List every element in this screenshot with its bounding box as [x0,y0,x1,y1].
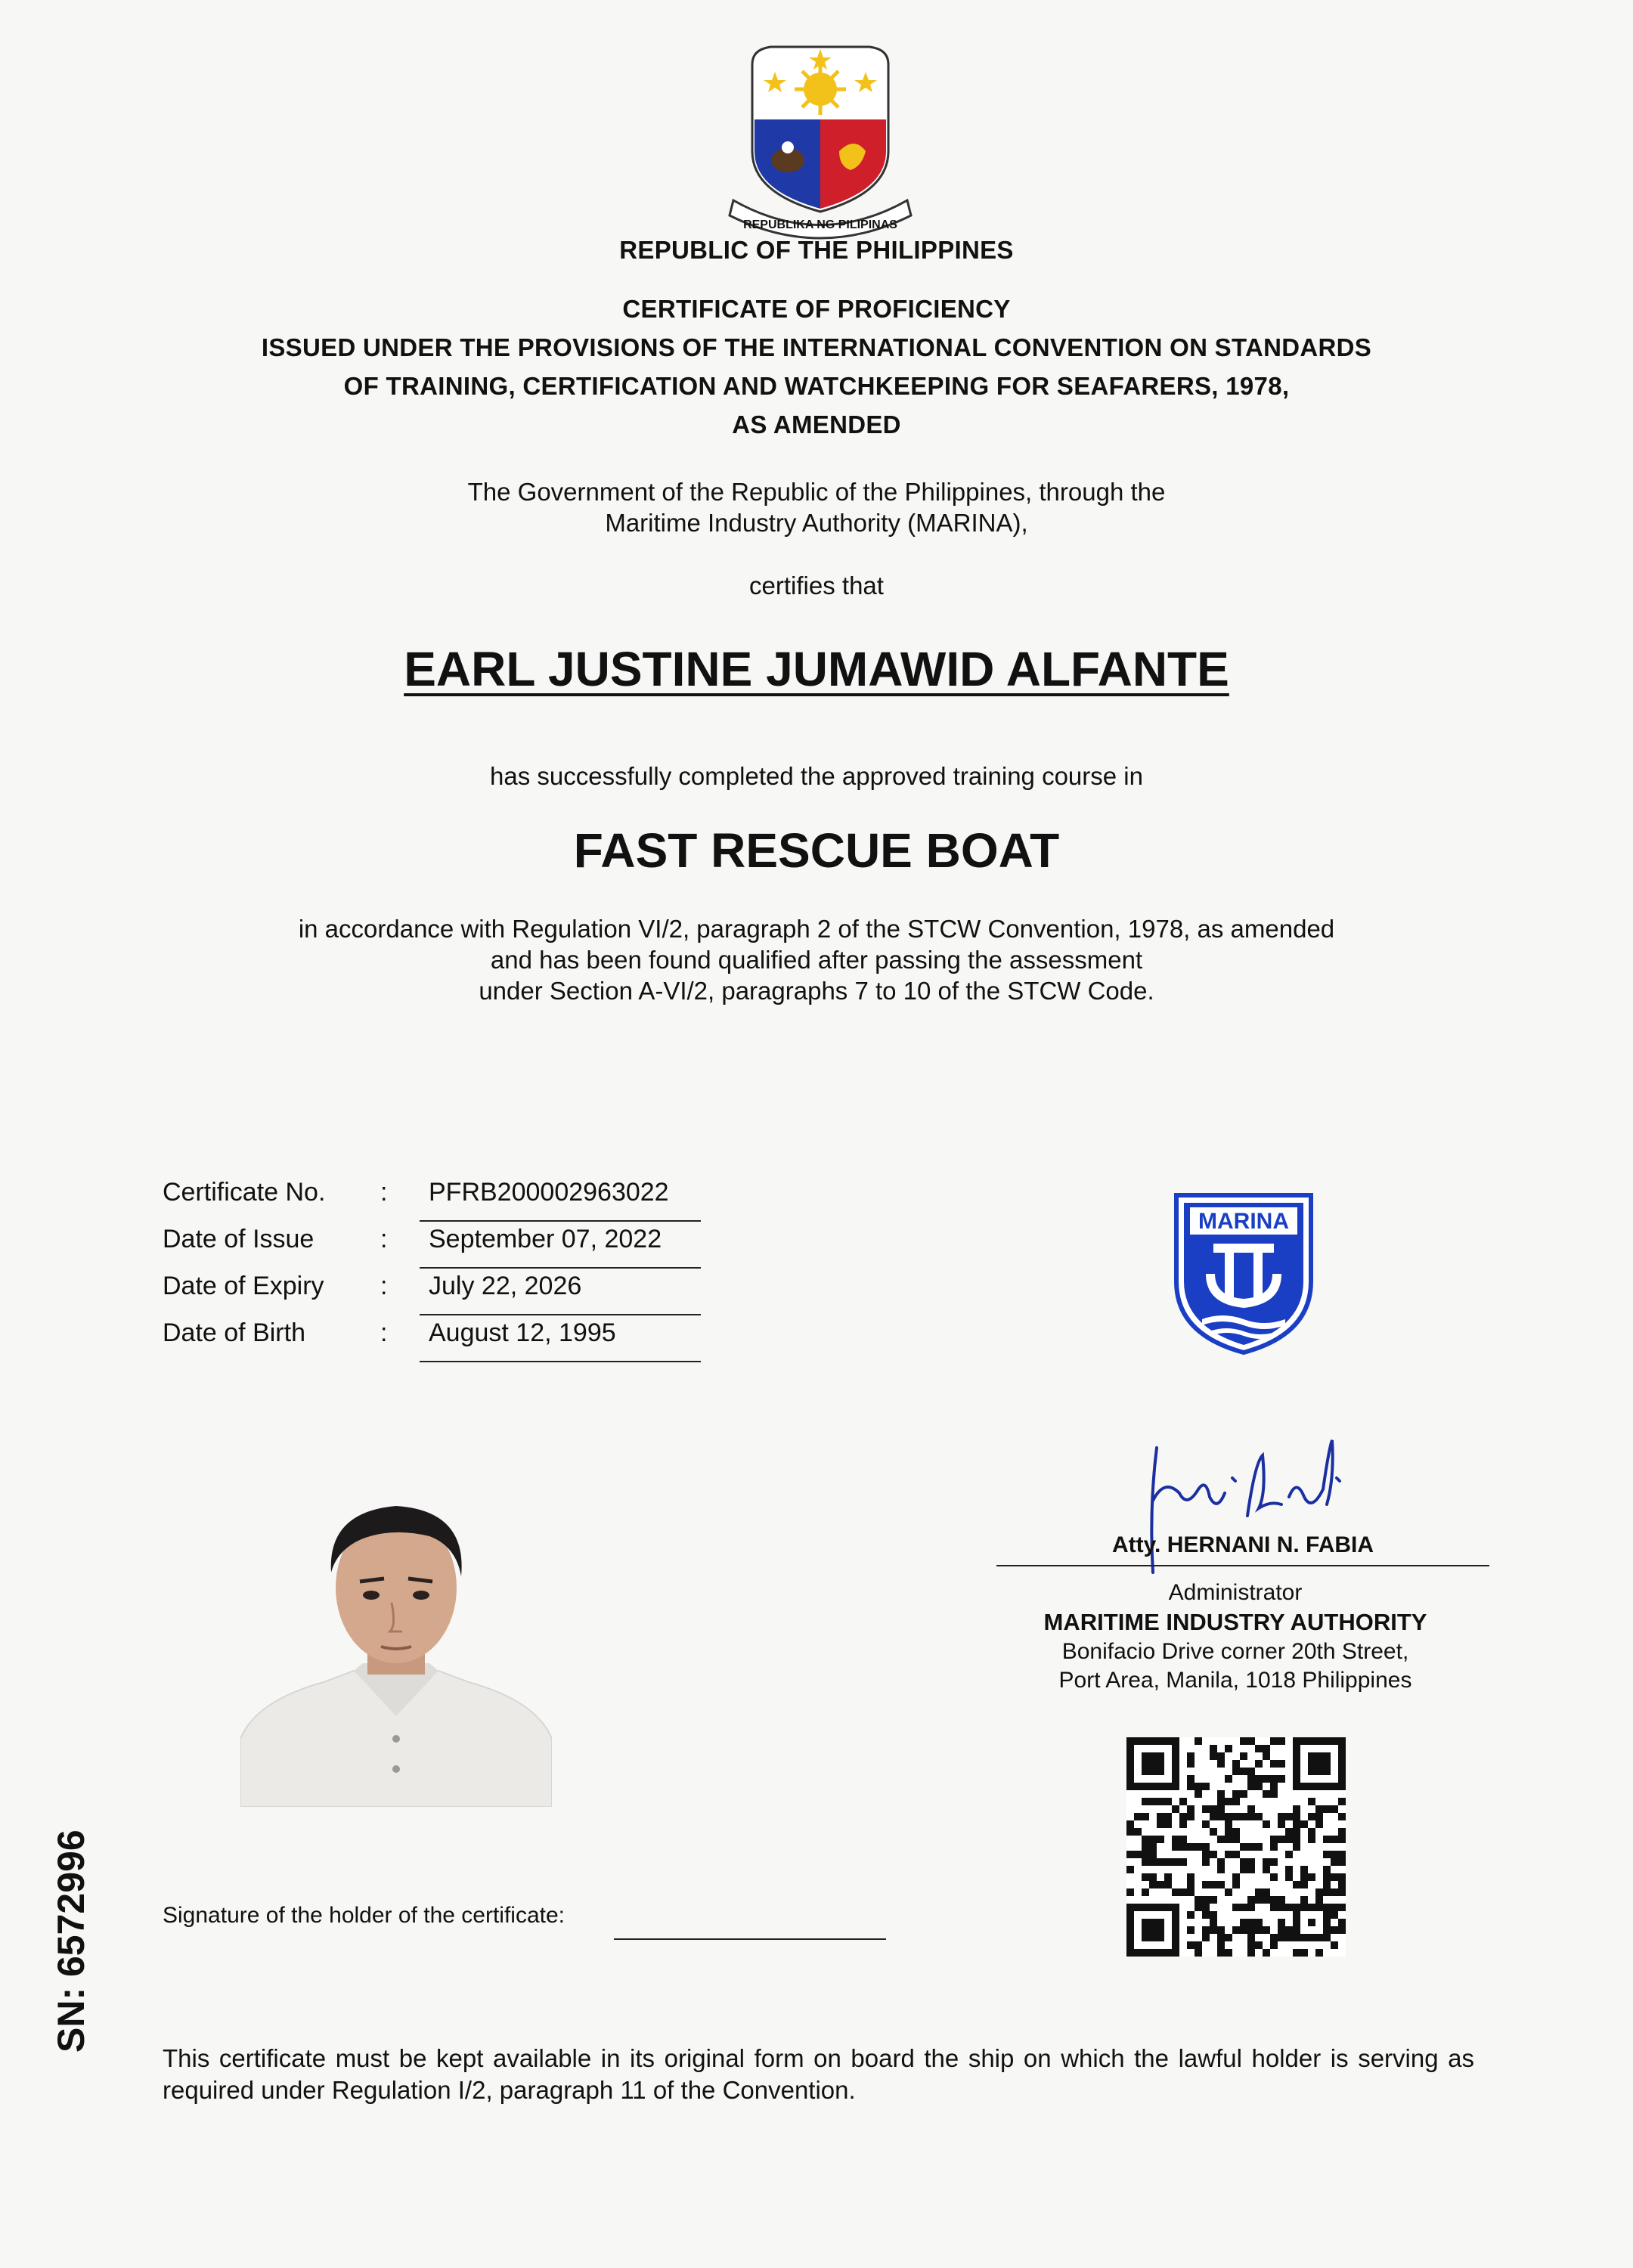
signatory-position: Administrator [1168,1580,1303,1605]
detail-label: Date of Birth [163,1318,305,1347]
date-of-issue: September 07, 2022 [420,1225,701,1269]
regulation-line-2: and has been found qualified after passing the assessment [490,946,1143,974]
serial-number: SN: 6572996 [50,1830,92,2053]
date-of-birth: August 12, 1995 [420,1318,701,1362]
detail-label: Certificate No. [163,1178,326,1207]
holder-photo [240,1489,552,1807]
signatory-name: Atty. HERNANI N. FABIA [1111,1532,1374,1557]
convention-line-2: OF TRAINING, CERTIFICATION AND WATCHKEEPING FOR SEAFARERS, 1978, [343,372,1290,400]
detail-colon: : [380,1272,388,1300]
detail-colon: : [380,1318,388,1347]
detail-colon: : [380,1178,388,1207]
signatory-agency: MARITIME INDUSTRY AUTHORITY [1043,1609,1427,1635]
philippine-seal-icon [718,30,922,242]
detail-label: Date of Issue [163,1225,315,1253]
svg-text:MARINA: MARINA [1198,1209,1289,1234]
qr-code-icon [1126,1737,1346,1957]
intro-line-1: The Government of the Republic of the Philippines, through the [467,478,1166,506]
certificate-title: CERTIFICATE OF PROFICIENCY [622,295,1011,323]
course-name: FAST RESCUE BOAT [573,823,1060,878]
convention-line-1: ISSUED UNDER THE PROVISIONS OF THE INTERNATIONAL CONVENTION ON STANDARDS [261,333,1372,361]
date-of-expiry: July 22, 2026 [420,1272,701,1315]
holder-signature-label: Signature of the holder of the certificate: [163,1903,565,1928]
holder-name: EARL JUSTINE JUMAWID ALFANTE [404,642,1229,696]
regulation-line-3: under Section A-VI/2, paragraphs 7 to 10 of the STCW Code. [479,977,1154,1005]
detail-colon: : [380,1225,388,1253]
convention-line-3: AS AMENDED [732,411,901,438]
certifies-text: certifies that [749,572,884,600]
holder-signature-line [614,1938,886,1940]
course-lead-text: has successfully completed the approved training course in [490,762,1143,790]
regulation-line-1: in accordance with Regulation VI/2, paragraph 2 of the STCW Convention, 1978, as amended [298,915,1335,943]
intro-line-2: Maritime Industry Authority (MARINA), [605,509,1028,537]
marina-logo-icon [1172,1191,1315,1357]
svg-text:REPUBLIKA NG PILIPINAS: REPUBLIKA NG PILIPINAS [743,218,897,231]
signatory-address-2: Port Area, Manila, 1018 Philippines [1058,1668,1412,1693]
signatory-address-1: Bonifacio Drive corner 20th Street, [1061,1639,1409,1664]
signatory-line [996,1565,1489,1566]
certificate-number: PFRB200002963022 [420,1178,701,1222]
footer-note: This certificate must be kept available in its original form on board the ship on which the lawful holder is serving as required under Regulation I/2, paragraph 11 of the Convention. [163,2044,1474,2104]
detail-label: Date of Expiry [163,1272,324,1300]
country-heading: REPUBLIC OF THE PHILIPPINES [619,236,1014,264]
